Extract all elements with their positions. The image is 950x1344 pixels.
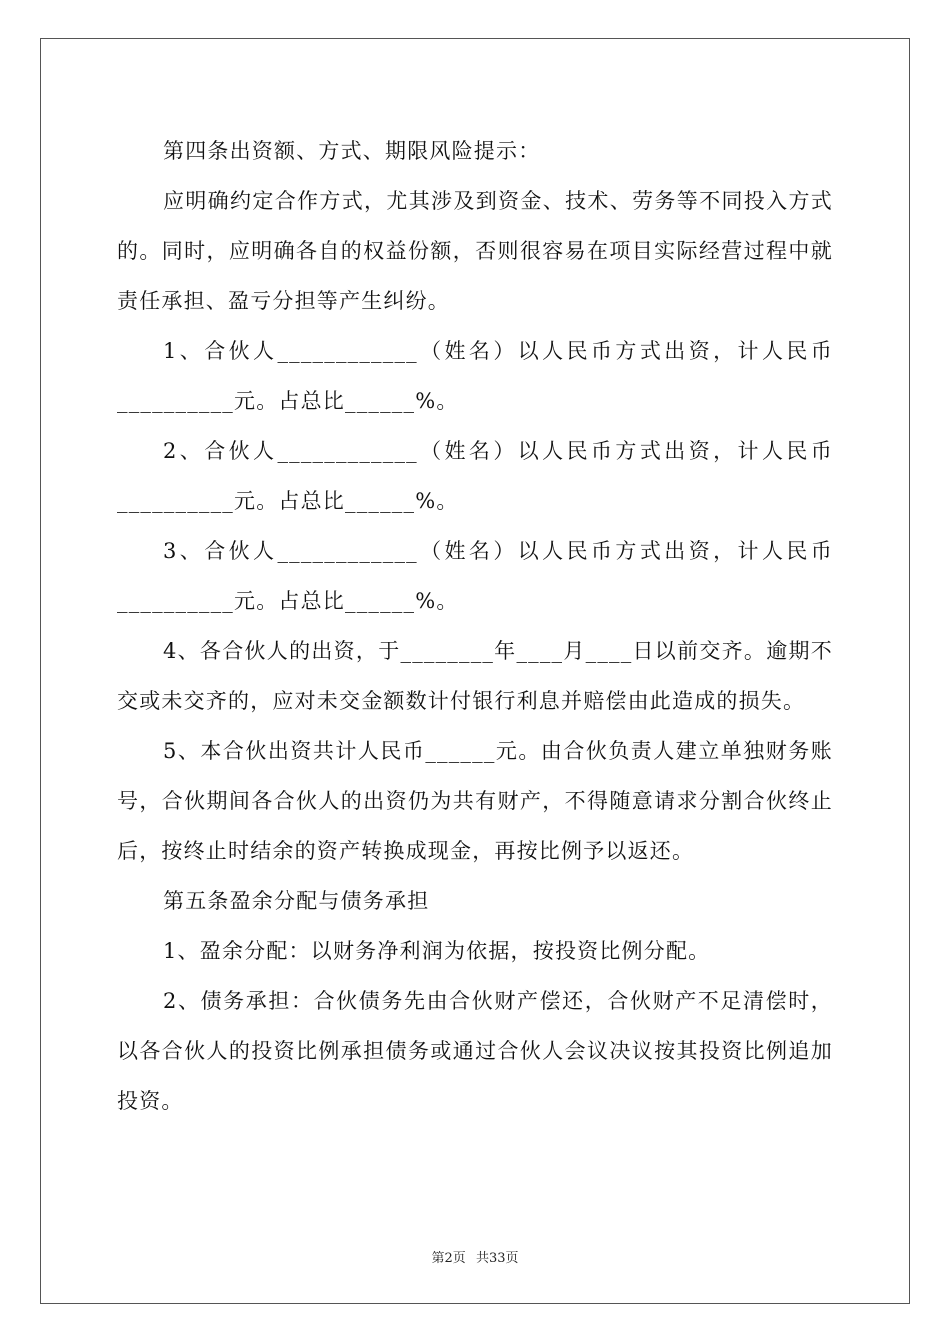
total-contribution-clause: 5、本合伙出资共计人民币______元。由合伙负责人建立单独财务账号，合伙期间各合伙人的出资仍为共有财产，不得随意请求分割合伙终止后，按终止时结余的资产转换成现金，再按比例予以返还。 (117, 739, 833, 863)
contribution-deadline-clause: 4、各合伙人的出资，于________年____月____日以前交齐。逾期不交或未交齐的，应对未交金额数计付银行利息并赔偿由此造成的损失。 (117, 639, 833, 713)
page-total: 共33页 (475, 1251, 519, 1266)
risk-notice-paragraph: 应明确约定合作方式，尤其涉及到资金、技术、劳务等不同投入方式的。同时，应明确各自的权益份额，否则很容易在项目实际经营过程中就责任承担、盈亏分担等产生纠纷。 (117, 189, 833, 313)
profit-distribution-clause: 1、盈余分配：以财务净利润为依据，按投资比例分配。 (163, 939, 711, 963)
section-4-heading: 第四条出资额、方式、期限风险提示： (163, 139, 541, 163)
document-body (117, 126, 833, 1126)
section-5-heading: 第五条盈余分配与债务承担 (163, 889, 430, 913)
page-footer (0, 1247, 950, 1266)
debt-bearing-clause: 2、债务承担：合伙债务先由合伙财产偿还，合伙财产不足清偿时，以各合伙人的投资比例承担债务或通过合伙人会议决议按其投资比例追加投资。 (117, 989, 833, 1113)
page-number: 第2页 (431, 1251, 466, 1266)
partner-1-clause: 1、合伙人____________（姓名）以人民币方式出资，计人民币__________元。占总比______%。 (117, 339, 833, 413)
partner-2-clause: 2、合伙人____________（姓名）以人民币方式出资，计人民币__________元。占总比______%。 (117, 439, 833, 513)
partner-3-clause: 3、合伙人____________（姓名）以人民币方式出资，计人民币__________元。占总比______%。 (117, 539, 833, 613)
